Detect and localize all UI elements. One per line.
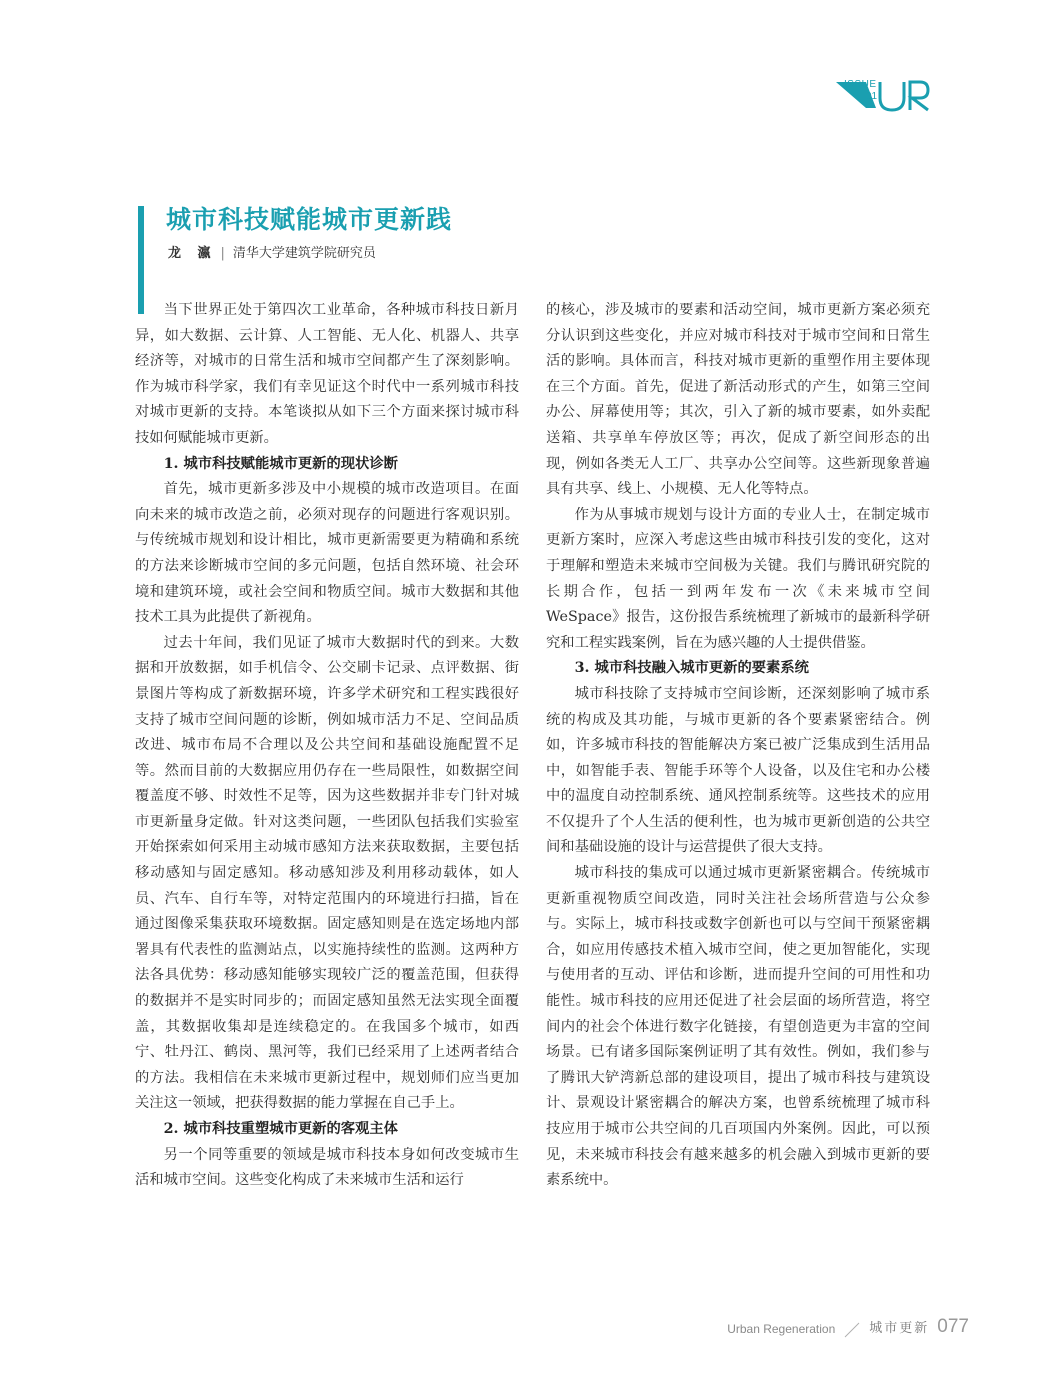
section-heading-1: 1. 城市科技赋能城市更新的现状诊断 [163,455,398,472]
logo-letter-u [880,82,904,110]
issue-number: 01 [866,91,878,102]
journal-name-cn: 城市更新 [869,1321,930,1336]
paragraph-s2-b: 作为从事城市规划与设计方面的专业人士，在制定城市更新方案时，应深入考虑这些由城市科技引发的变化，这对于理解和塑造未来城市空间极为关键。我们与腾讯研究院的长期合作，包括一到两年发布一次《未来城市空间WeSpace》报告，这份报告系统梳理了新城市的最新科学研究和工程实践案例，旨在为感兴趣的人士提供借鉴。 [546,506,930,651]
paragraph-s2-a: 另一个同等重要的领域是城市科技本身如何改变城市生活和城市空间。这些变化构成了未来城市生活和运行 [135,1146,519,1189]
issue-label: ISSUE [844,79,877,90]
section-heading-2: 2. 城市科技重塑城市更新的客观主体 [163,1121,398,1137]
paragraph-intro: 当下世界正处于第四次工业革命，各种城市科技日新月异，如大数据、云计算、人工智能、无人化、机器人、共享经济等，对城市的日常生活和城市空间都产生了深刻影响。作为城市科学家，我们有幸见证这个时代中一系列城市科技对城市更新的支持。本笔谈拟从如下三个方面来探讨城市科技如何赋能城市更新。 [135,302,519,446]
section-heading-3: 3. 城市科技融入城市更新的要素系统 [574,660,809,677]
article-title: 城市科技赋能城市更新践 [166,205,453,234]
byline-separator: | [220,246,225,261]
footer-slash-divider [843,1322,861,1338]
left-column [135,298,519,1194]
paragraph-s3-a: 城市科技除了支持城市空间诊断，还深刻影响了城市系统的构成及其功能，与城市更新的各个要素紧密结合。例如，许多城市科技的智能解决方案已被广泛集成到生活用品中，如智能手表、智能手环等个人设备，以及住宅和办公楼中的温度自动控制系统、通风控制系统等。这些技术的应用不仅提升了个人生活的便利性，也为城市更新创造的公共空间和基础设施的设计与运营提供了很大支持。 [546,685,930,856]
page-footer [727,1312,969,1338]
page-number: 077 [937,1316,969,1337]
paragraph-s1-b: 过去十年间，我们见证了城市大数据时代的到来。大数据和开放数据，如手机信令、公交刷卡记录、点评数据、街景图片等构成了新数据环境，许多学术研究和工程实践很好支持了城市空间问题的诊断，例如城市活力不足、空间品质改进、城市布局不合理以及公共空间和基础设施配置不足等。然而目前的大数据应用仍存在一些局限性，如数据空间覆盖度不够、时效性不足等，因为这些数据并非专门针对城市更新量身定做。针对这类问题，一些团队包括我们实验室开始探索如何采用主动城市感知方法来获取数据，主要包括移动感知与固定感知。移动感知涉及利用移动载体，如人员、汽车、自行车等，对特定范围内的环境进行扫描，旨在通过图像采集获取环境数据。固定感知则是在选定场地内部署具有代表性的监测站点，以实施持续性的监测。这两种方法各具优势：移动感知能够实现较广泛的覆盖范围，但获得的数据并不是实时同步的；而固定感知虽然无法实现全面覆盖，其数据收集却是连续稳定的。在我国多个城市，如西宁、牡丹江、鹤岗、黑河等，我们已经采用了上述两者结合的方法。我相信在未来城市更新过程中，规划师们应当更加关注这一领域，把获得数据的能力掌握在自己手上。 [135,634,519,1112]
journal-name-en: Urban Regeneration [727,1322,836,1336]
paragraph-s2-a-continued: 的核心，涉及城市的要素和活动空间，城市更新方案必须充分认识到这些变化，并应对城市科技对于城市空间和日常生活的影响。具体而言，科技对城市更新的重塑作用主要体现在三个方面。首先，促进了新活动形式的产生，如第三空间办公、屏幕使用等；其次，引入了新的城市要素，如外卖配送箱、共享单车停放区等；再次，促成了新空间形态的出现，例如各类无人工厂、共享办公空间等。这些新现象普遍具有共享、线上、小规模、无人化等特点。 [546,302,930,498]
paragraph-s1-a: 首先，城市更新多涉及中小规模的城市改造项目。在面向未来的城市改造之前，必须对现存的问题进行客观识别。与传统城市规划和设计相比，城市更新需要更为精确和系统的方法来诊断城市空间的多元问题，包括自然环境、社会环境和建筑环境，或社会空间和物质空间。城市大数据和其他技术工具为此提供了新视角。 [135,481,519,626]
right-column [546,298,930,1194]
byline [168,245,376,263]
paragraph-s3-b: 城市科技的集成可以通过城市更新紧密耦合。传统城市更新重视物质空间改造，同时关注社会场所营造与公众参与。实际上，城市科技或数字创新也可以与空间干预紧密耦合，如应用传感技术植入城市空间，使之更加智能化，实现与使用者的互动、评估和诊断，进而提升空间的可用性和功能性。城市科技的应用还促进了社会层面的场所营造，将空间内的社会个体进行数字化链接，有望创造更为丰富的空间场景。已有诸多国际案例证明了其有效性。例如，我们参与了腾讯大铲湾新总部的建设项目，提出了城市科技与建筑设计、景观设计紧密耦合的解决方案，也曾系统梳理了城市科技应用于城市公共空间的几百项国内外案例。因此，可以预见，未来城市科技会有越来越多的机会融入到城市更新的要素系统中。 [546,865,930,1189]
author-affiliation: 清华大学建筑学院研究员 [232,246,376,261]
author-name: 龙 瀛 [168,246,217,261]
logo-letter-r [910,82,928,110]
